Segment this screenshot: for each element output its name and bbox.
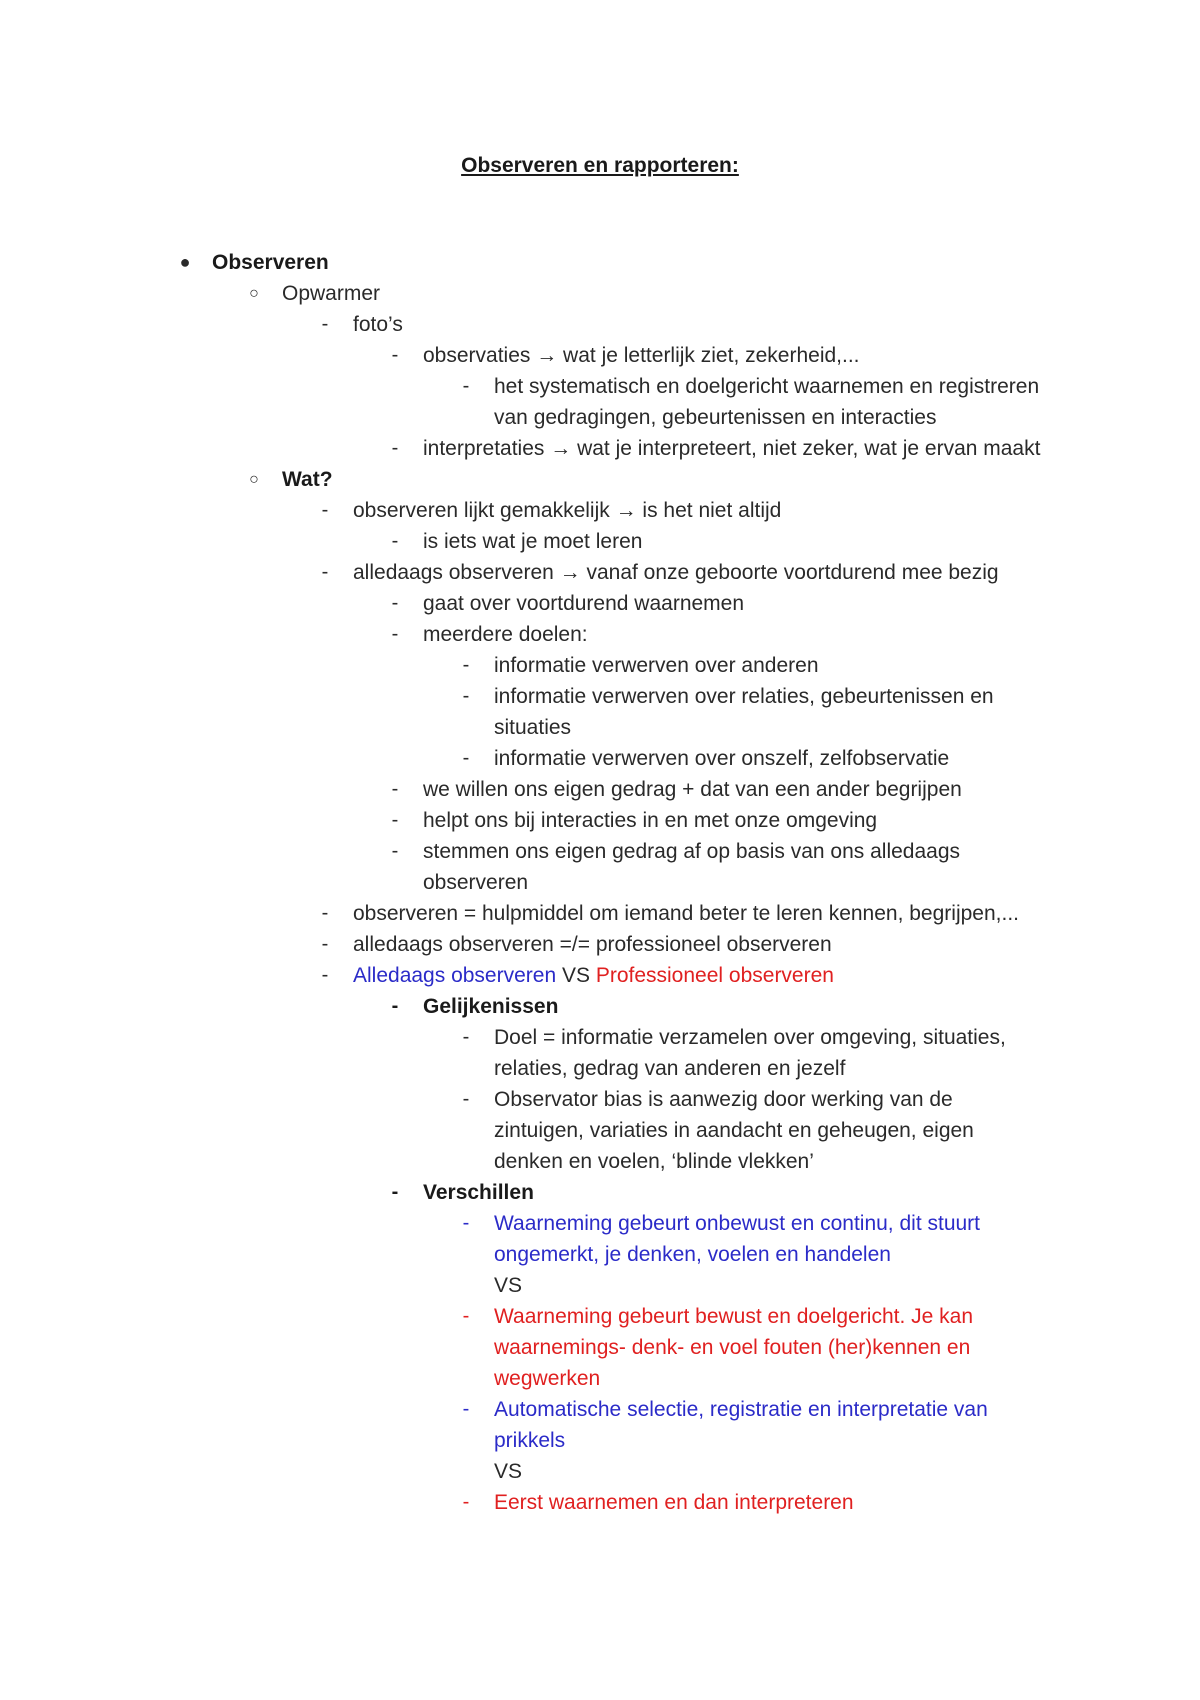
item-onbewust-line-2: ongemerkt, je denken, voelen en handelen [494, 1243, 891, 1266]
item-automatisch-line-2: prikkels [494, 1429, 566, 1452]
heading-gelijkenissen: Gelijkenissen [423, 995, 559, 1018]
item-waarnemen: gaat over voortdurend waarnemen [423, 592, 745, 615]
item-hulpmiddel: observeren = hulpmiddel om iemand beter te leren kennen, begrijpen,... [353, 902, 1019, 925]
dash-bullet-icon: - [391, 1181, 399, 1203]
dash-bullet-icon: - [391, 840, 399, 862]
dash-bullet-icon: - [391, 437, 399, 459]
dash-bullet-icon: - [391, 809, 399, 831]
item-bewust-line-2: waarnemings- denk- en voel fouten (her)kennen en [494, 1336, 971, 1359]
vs-separator-2: VS [494, 1460, 523, 1483]
item-gemakkelijk: observeren lijkt gemakkelijk → is het niet altijd [353, 499, 782, 522]
item-doelen: meerdere doelen: [423, 623, 588, 646]
heading-verschillen: Verschillen [423, 1181, 534, 1204]
dash-bullet-icon: - [321, 933, 329, 955]
item-begrijpen: we willen ons eigen gedrag + dat van een ander begrijpen [423, 778, 962, 801]
item-automatisch-line-1: Automatische selectie, registratie en interpretatie van [494, 1398, 988, 1421]
item-bewust-line-1: Waarneming gebeurt bewust en doelgericht. Je kan [494, 1305, 974, 1328]
item-interacties: helpt ons bij interacties in en met onze omgeving [423, 809, 878, 832]
dash-bullet-icon: - [462, 747, 470, 769]
item-doel-line-2: relaties, gedrag van anderen en jezelf [494, 1057, 846, 1080]
item-leren: is iets wat je moet leren [423, 530, 643, 553]
item-bias-line-2: zintuigen, variaties in aandacht en geheugen, eigen [494, 1119, 974, 1142]
dash-bullet-icon: - [462, 1398, 470, 1420]
item-onbewust-line-1: Waarneming gebeurt onbewust en continu, dit stuurt [494, 1212, 981, 1235]
dash-bullet-icon: - [391, 530, 399, 552]
item-vs-comparison [353, 960, 834, 991]
dash-bullet-icon: - [321, 499, 329, 521]
dash-bullet-icon: - [391, 623, 399, 645]
item-stemmen-line-1: stemmen ons eigen gedrag af op basis van ons alledaags [423, 840, 961, 863]
item-bias-line-3: denken en voelen, ‘blinde vlekken’ [494, 1150, 814, 1173]
dash-bullet-icon: - [321, 561, 329, 583]
item-systematisch-line-1: het systematisch en doelgericht waarnemen en registreren [494, 375, 1040, 398]
page-title: Observeren en rapporteren: [461, 154, 739, 177]
dash-bullet-icon: - [462, 1491, 470, 1513]
dash-bullet-icon: - [462, 654, 470, 676]
dash-bullet-icon: - [321, 964, 329, 986]
circle-bullet-icon: ○ [249, 471, 259, 488]
dash-bullet-icon: - [462, 1212, 470, 1234]
item-doel-line-1: Doel = informatie verzamelen over omgeving, situaties, [494, 1026, 1006, 1049]
vs-professioneel-label: Professioneel observeren [595, 964, 834, 987]
item-eerst: Eerst waarnemen en dan interpreteren [494, 1491, 854, 1514]
vs-separator-1: VS [494, 1274, 523, 1297]
dash-bullet-icon: - [462, 1026, 470, 1048]
vs-alledaags-label: Alledaags observeren [353, 964, 557, 987]
item-stemmen-line-2: observeren [423, 871, 529, 894]
dash-bullet-icon: - [462, 1088, 470, 1110]
dash-bullet-icon: - [462, 375, 470, 397]
item-niet-gelijk: alledaags observeren =/= professioneel observeren [353, 933, 832, 956]
item-info-anderen: informatie verwerven over anderen [494, 654, 819, 677]
item-info-relaties-line-1: informatie verwerven over relaties, gebeurtenissen en [494, 685, 994, 708]
dash-bullet-icon: - [391, 592, 399, 614]
dash-bullet-icon: - [391, 995, 399, 1017]
disc-bullet-icon: ● [179, 252, 191, 272]
vs-word: VS [556, 964, 596, 987]
item-info-relaties-line-2: situaties [494, 716, 572, 739]
item-info-onszelf: informatie verwerven over onszelf, zelfobservatie [494, 747, 950, 770]
heading-wat: Wat? [282, 468, 333, 491]
dash-bullet-icon: - [321, 313, 329, 335]
heading-observeren: Observeren [212, 251, 329, 274]
dash-bullet-icon: - [462, 685, 470, 707]
item-systematisch-line-2: van gedragingen, gebeurtenissen en interacties [494, 406, 937, 429]
dash-bullet-icon: - [391, 778, 399, 800]
dash-bullet-icon: - [462, 1305, 470, 1327]
item-alledaags: alledaags observeren → vanaf onze geboorte voortdurend mee bezig [353, 561, 999, 584]
item-interpretaties: interpretaties → wat je interpreteert, niet zeker, wat je ervan maakt [423, 437, 1041, 460]
item-bewust-line-3: wegwerken [494, 1367, 601, 1390]
item-observaties: observaties → wat je letterlijk ziet, zekerheid,... [423, 344, 860, 367]
dash-bullet-icon: - [321, 902, 329, 924]
item-fotos: foto’s [353, 313, 403, 336]
item-bias-line-1: Observator bias is aanwezig door werking van de [494, 1088, 953, 1111]
dash-bullet-icon: - [391, 344, 399, 366]
circle-bullet-icon: ○ [249, 285, 259, 302]
item-opwarmer: Opwarmer [282, 282, 381, 305]
